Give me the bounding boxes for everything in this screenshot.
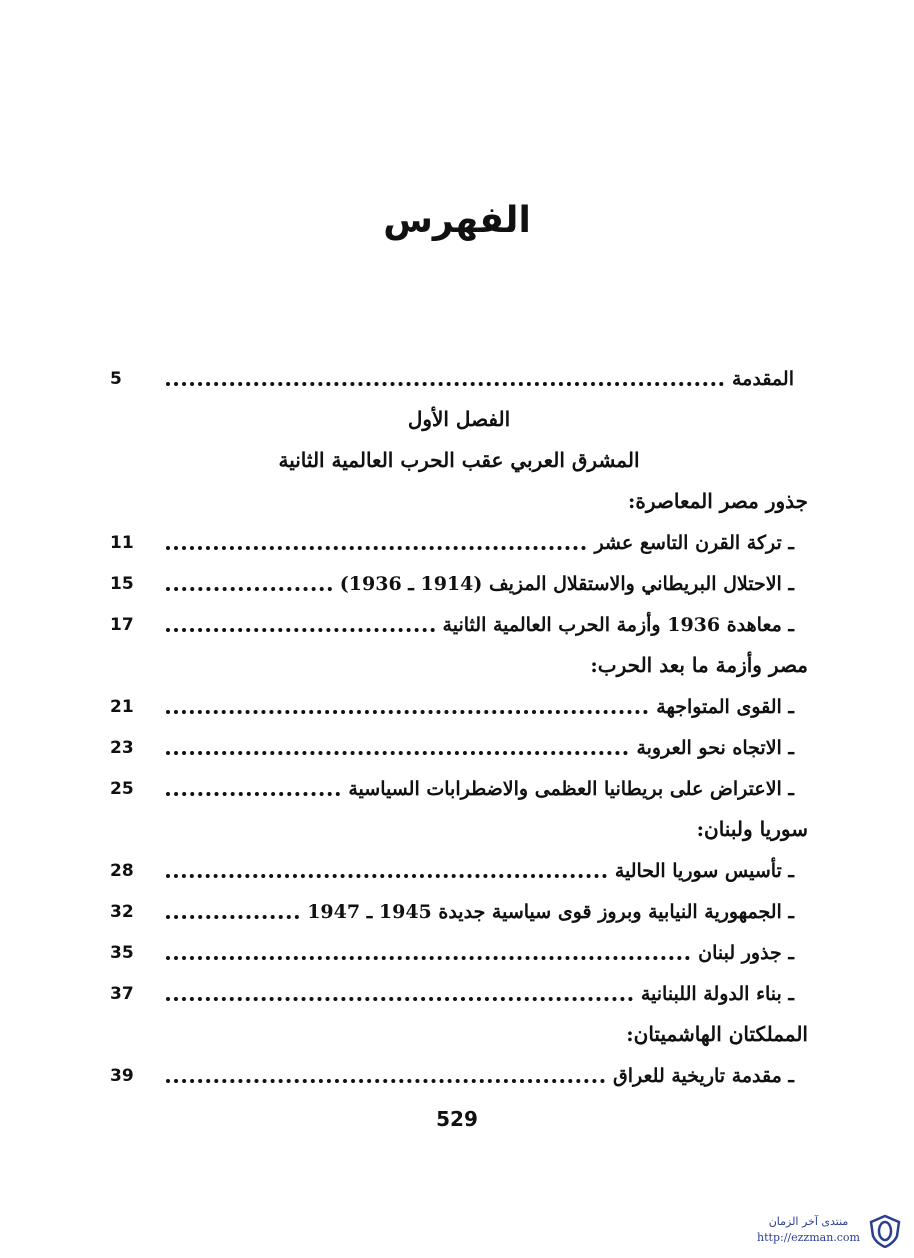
section-heading bbox=[110, 1014, 808, 1055]
dot-leader bbox=[166, 874, 607, 878]
dot-leader bbox=[166, 628, 435, 632]
toc-entry-page: 17 bbox=[110, 614, 134, 635]
dot-leader bbox=[166, 710, 648, 714]
toc-entry-label: المقدمة bbox=[731, 367, 794, 390]
toc-entry-label: ـ جذور لبنان bbox=[698, 941, 794, 964]
dot-leader bbox=[166, 546, 586, 550]
dot-leader bbox=[166, 1079, 605, 1083]
toc-entry-label: ـ القوى المتواجهة bbox=[656, 695, 794, 718]
toc-entry-page: 15 bbox=[110, 573, 134, 594]
section-heading bbox=[110, 809, 808, 850]
toc-entry-page: 32 bbox=[110, 901, 134, 922]
toc-entry bbox=[110, 932, 808, 973]
chapter-heading bbox=[110, 399, 808, 440]
watermark-name: منتدى آخر الزمان bbox=[768, 1215, 849, 1228]
chapter-heading-label: الفصل الأول bbox=[407, 407, 511, 431]
toc-entry bbox=[110, 727, 808, 768]
section-heading-label: مصر وأزمة ما بعد الحرب: bbox=[590, 653, 808, 677]
chapter-heading-label: المشرق العربي عقب الحرب العالمية الثانية bbox=[278, 448, 640, 472]
dot-leader bbox=[166, 587, 332, 591]
toc-entry bbox=[110, 686, 808, 727]
toc-entry bbox=[110, 768, 808, 809]
section-heading bbox=[110, 481, 808, 522]
toc-entry-page: 28 bbox=[110, 860, 134, 881]
page-number: 529 bbox=[436, 1107, 478, 1131]
toc-entry-page: 5 bbox=[110, 368, 122, 389]
toc-entry bbox=[110, 522, 808, 563]
toc-entry bbox=[110, 563, 808, 604]
page-title: الفهرس bbox=[383, 200, 531, 241]
toc-entry bbox=[110, 1055, 808, 1096]
toc-entry-page: 39 bbox=[110, 1065, 134, 1086]
toc-entry bbox=[110, 358, 808, 399]
toc-entry-page: 23 bbox=[110, 737, 134, 758]
section-heading-label: سوريا ولبنان: bbox=[696, 817, 808, 841]
shield-icon bbox=[868, 1214, 902, 1248]
toc-entry-page: 37 bbox=[110, 983, 134, 1004]
toc-entry-label: ـ معاهدة 1936 وأزمة الحرب العالمية الثانية bbox=[442, 613, 794, 636]
watermark-url: http://ezzman.com bbox=[757, 1231, 860, 1244]
dot-leader bbox=[166, 956, 690, 960]
table-of-contents bbox=[110, 358, 808, 1096]
chapter-heading bbox=[110, 440, 808, 481]
toc-entry bbox=[110, 850, 808, 891]
toc-entry-page: 25 bbox=[110, 778, 134, 799]
toc-entry-label: ـ مقدمة تاريخية للعراق bbox=[612, 1064, 794, 1087]
toc-entry-label: ـ بناء الدولة اللبنانية bbox=[640, 982, 794, 1005]
dot-leader bbox=[166, 751, 628, 755]
section-heading-label: جذور مصر المعاصرة: bbox=[627, 489, 808, 513]
toc-entry-label: ـ الاعتراض على بريطانيا العظمى والاضطرابات السياسية bbox=[348, 777, 794, 800]
toc-entry-label: ـ الاتجاه نحو العروبة bbox=[636, 736, 794, 759]
toc-entry-page: 21 bbox=[110, 696, 134, 717]
toc-entry-page: 35 bbox=[110, 942, 134, 963]
toc-entry-label: ـ تأسيس سوريا الحالية bbox=[614, 859, 794, 882]
watermark bbox=[730, 1210, 914, 1254]
toc-entry bbox=[110, 891, 808, 932]
section-heading bbox=[110, 645, 808, 686]
toc-entry-page: 11 bbox=[110, 532, 134, 553]
toc-entry-label: ـ الجمهورية النيابية وبروز قوى سياسية جديدة 1945 ـ 1947 bbox=[307, 900, 794, 923]
toc-entry bbox=[110, 973, 808, 1014]
toc-entry-label: ـ الاحتلال البريطاني والاستقلال المزيف (1914 ـ 1936) bbox=[339, 572, 794, 595]
dot-leader bbox=[166, 997, 633, 1001]
toc-entry-label: ـ تركة القرن التاسع عشر bbox=[594, 531, 794, 554]
dot-leader bbox=[166, 792, 340, 796]
dot-leader bbox=[166, 915, 299, 919]
section-heading-label: المملكتان الهاشميتان: bbox=[626, 1022, 808, 1046]
dot-leader bbox=[166, 382, 724, 386]
toc-entry bbox=[110, 604, 808, 645]
